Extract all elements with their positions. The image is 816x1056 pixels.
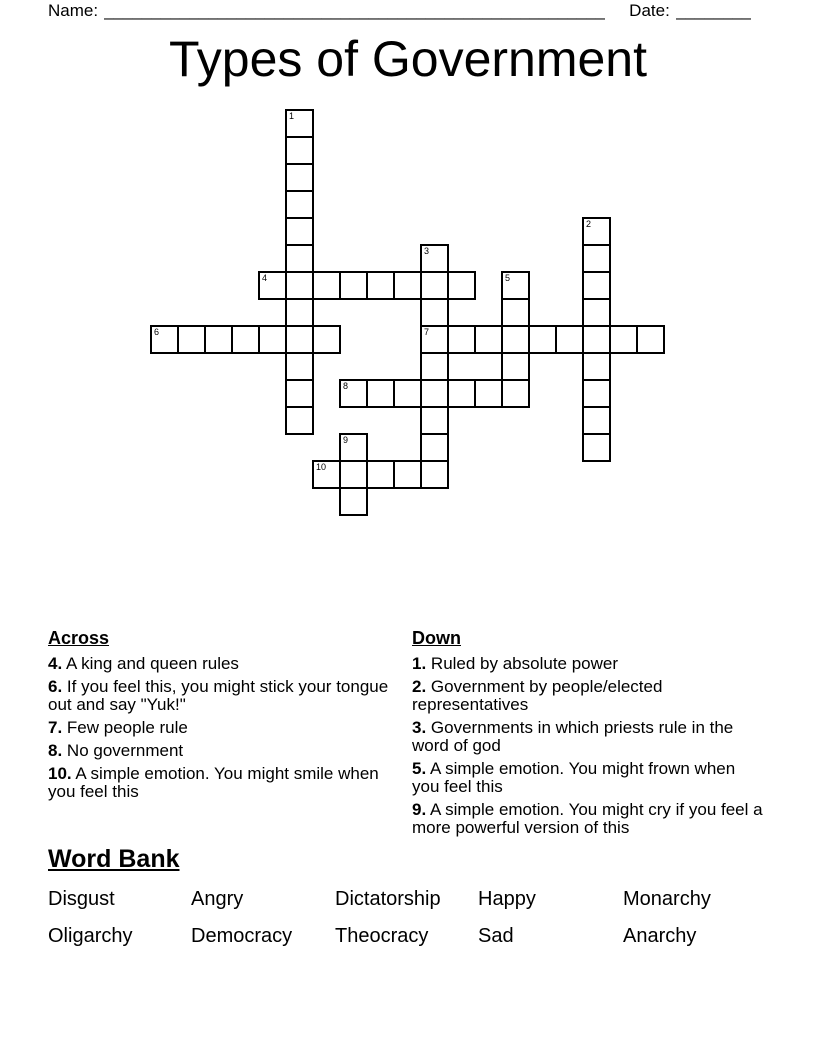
grid-cell[interactable] [420, 352, 449, 381]
grid-cell[interactable] [609, 325, 638, 354]
grid-cell[interactable] [582, 406, 611, 435]
grid-cell[interactable] [339, 460, 368, 489]
grid-cell[interactable] [366, 271, 395, 300]
clue-number: 5. [412, 759, 427, 778]
grid-cell[interactable] [582, 433, 611, 462]
date-blank-line: ________ [675, 1, 752, 20]
word-bank-word: Monarchy [623, 888, 711, 910]
grid-cell[interactable] [501, 352, 530, 381]
grid-cell[interactable] [285, 271, 314, 300]
grid-cell[interactable] [339, 271, 368, 300]
grid-cell[interactable] [231, 325, 260, 354]
clue-down-9: 9. A simple emotion. You might cry if you feel a more powerful version of this [412, 800, 763, 837]
cell-number: 8 [343, 381, 349, 391]
word-bank-word: Angry [191, 888, 244, 910]
word-bank-word: Sad [478, 925, 514, 947]
grid-cell[interactable] [312, 325, 341, 354]
cell-number: 10 [316, 462, 327, 472]
grid-cell[interactable] [285, 163, 314, 192]
clue-number: 1. [412, 654, 427, 673]
cell-number: 7 [424, 327, 430, 337]
down-clue-list [412, 655, 764, 837]
clue-number: 7. [48, 718, 63, 737]
grid-cell[interactable] [447, 325, 476, 354]
clue-down-1: 1. Ruled by absolute power [412, 654, 619, 673]
grid-cell[interactable] [447, 379, 476, 408]
grid-cell[interactable] [204, 325, 233, 354]
cell-number: 1 [289, 111, 295, 121]
grid-cell[interactable] [285, 352, 314, 381]
grid-cell[interactable] [474, 379, 503, 408]
grid-cell[interactable] [501, 379, 530, 408]
word-bank-word: Dictatorship [335, 888, 441, 910]
word-bank-word: Anarchy [623, 925, 697, 947]
clue-across-8: 8. No government [48, 741, 184, 760]
word-bank-word: Oligarchy [48, 925, 133, 947]
crossword-grid [150, 109, 666, 517]
cell-number: 6 [154, 327, 160, 337]
grid-cell[interactable] [150, 325, 179, 354]
grid-cell[interactable] [312, 460, 341, 489]
grid-cell[interactable] [258, 271, 287, 300]
grid-cell[interactable] [366, 379, 395, 408]
grid-cell[interactable] [582, 244, 611, 273]
grid-cell[interactable] [285, 325, 314, 354]
grid-cell[interactable] [501, 298, 530, 327]
grid-cell[interactable] [420, 379, 449, 408]
cell-number: 2 [586, 219, 592, 229]
word-bank-word: Theocracy [335, 925, 429, 947]
grid-cell[interactable] [420, 298, 449, 327]
clue-across-7: 7. Few people rule [48, 718, 188, 737]
date-label: Date: [629, 1, 670, 20]
clue-across-6: 6. If you feel this, you might stick your tongue out and say "Yuk!" [48, 677, 389, 714]
across-heading: Across [48, 628, 110, 648]
grid-cell[interactable] [636, 325, 665, 354]
name-label: Name: [48, 1, 99, 20]
grid-cell[interactable] [285, 379, 314, 408]
across-clue-list [48, 655, 394, 801]
word-bank-word: Disgust [48, 888, 115, 910]
grid-cell[interactable] [582, 217, 611, 246]
grid-cell[interactable] [420, 325, 449, 354]
grid-cell[interactable] [285, 136, 314, 165]
down-clues-section [412, 628, 764, 842]
grid-cell[interactable] [285, 217, 314, 246]
clue-down-3: 3. Governments in which priests rule in the word of god [412, 718, 734, 755]
grid-cell[interactable] [366, 460, 395, 489]
grid-cell[interactable] [285, 244, 314, 273]
grid-cell[interactable] [582, 379, 611, 408]
clue-number: 8. [48, 741, 63, 760]
grid-cell[interactable] [582, 298, 611, 327]
grid-cell[interactable] [420, 406, 449, 435]
cell-number: 5 [505, 273, 511, 283]
cell-number: 9 [343, 435, 349, 445]
grid-cell[interactable] [339, 433, 368, 462]
clue-number: 3. [412, 718, 427, 737]
grid-cell[interactable] [177, 325, 206, 354]
word-bank-word: Happy [478, 888, 536, 910]
clue-down-2: 2. Government by people/elected representatives [412, 677, 663, 714]
grid-cell[interactable] [474, 325, 503, 354]
across-clues-section [48, 628, 394, 806]
grid-cell[interactable] [285, 298, 314, 327]
clue-number: 4. [48, 654, 63, 673]
clue-down-5: 5. A simple emotion. You might frown when you feel this [412, 759, 736, 796]
worksheet-header [48, 1, 772, 21]
grid-cell[interactable] [420, 433, 449, 462]
clue-number: 9. [412, 800, 427, 819]
cell-number: 3 [424, 246, 430, 256]
grid-cell[interactable] [393, 271, 422, 300]
grid-cell[interactable] [582, 325, 611, 354]
grid-cell[interactable] [258, 325, 287, 354]
page-title: Types of Government [168, 31, 647, 87]
clue-across-4: 4. A king and queen rules [48, 654, 239, 673]
word-bank-word: Democracy [191, 925, 293, 947]
clue-number: 2. [412, 677, 427, 696]
clue-across-10: 10. A simple emotion. You might smile when you feel this [48, 764, 379, 801]
grid-cell[interactable] [393, 460, 422, 489]
clue-number: 6. [48, 677, 63, 696]
grid-cell[interactable] [582, 352, 611, 381]
down-heading: Down [412, 628, 461, 648]
grid-cell[interactable] [285, 190, 314, 219]
clue-number: 10. [48, 764, 72, 783]
grid-cell[interactable] [501, 271, 530, 300]
grid-cell[interactable] [555, 325, 584, 354]
grid-cell[interactable] [420, 271, 449, 300]
grid-cell[interactable] [582, 271, 611, 300]
word-bank-section [48, 846, 774, 949]
grid-cell[interactable] [393, 379, 422, 408]
cell-number: 4 [262, 273, 268, 283]
grid-cell[interactable] [420, 244, 449, 273]
grid-cell[interactable] [312, 271, 341, 300]
grid-cell[interactable] [339, 487, 368, 516]
grid-cell[interactable] [501, 325, 530, 354]
grid-cell[interactable] [339, 379, 368, 408]
grid-cell[interactable] [420, 460, 449, 489]
word-bank-heading: Word Bank [48, 845, 180, 873]
name-blank-line: _____________________________________________________ [104, 1, 606, 20]
grid-cell[interactable] [285, 406, 314, 435]
word-bank-grid [48, 886, 774, 949]
grid-cell[interactable] [447, 271, 476, 300]
grid-cell[interactable] [285, 109, 314, 138]
grid-cell[interactable] [528, 325, 557, 354]
